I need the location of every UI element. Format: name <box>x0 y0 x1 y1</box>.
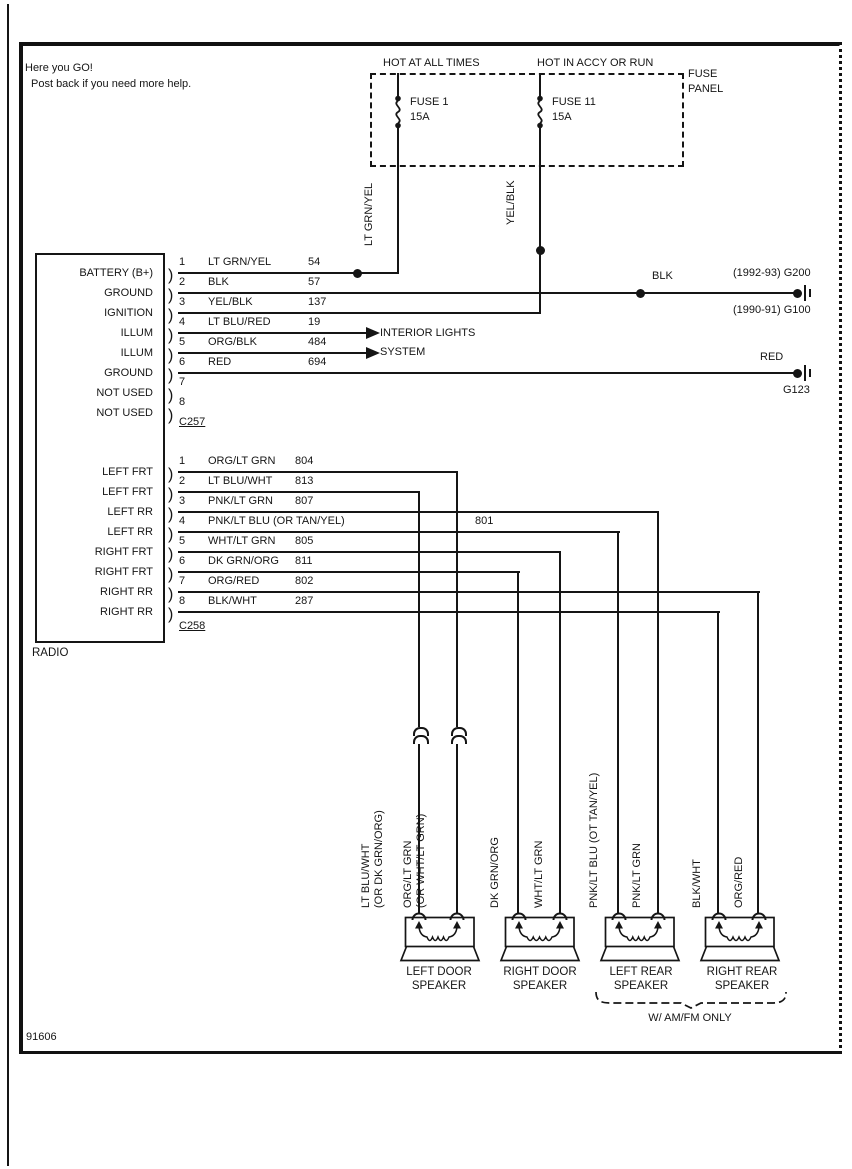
wire-line <box>456 471 458 727</box>
pin-wire-name: ORG/LT GRN <box>208 455 276 467</box>
speaker-wire-label-line1: ORG/LT GRN <box>402 840 414 908</box>
pin-socket: ) <box>168 586 174 603</box>
pin-socket: ) <box>168 606 174 623</box>
pin-number: 6 <box>179 356 186 368</box>
wire-line <box>717 611 719 913</box>
pin-circuit-number: 19 <box>308 316 321 328</box>
speaker-wire-label <box>360 810 386 908</box>
speaker-wire-label-line1: ORG/RED <box>733 856 745 908</box>
amfm-note: W/ AM/FM ONLY <box>648 1012 732 1024</box>
wire-line <box>178 272 399 274</box>
wire-label-yel-blk: YEL/BLK <box>505 180 517 225</box>
ground-icon <box>804 285 806 301</box>
radio-label: RADIO <box>32 647 69 659</box>
pin-wire-name: YEL/BLK <box>208 296 253 308</box>
pin-circuit-number: 287 <box>295 595 314 607</box>
wire-line <box>178 611 720 613</box>
speaker-wire-label-line1: PNK/LT GRN <box>631 843 643 908</box>
pin-function-label: ILLUM <box>120 347 153 359</box>
connector-id-c257: C257 <box>179 416 206 428</box>
fuse-panel-title-line2: PANEL <box>688 83 724 95</box>
pin-socket: ) <box>168 546 174 563</box>
pin-wire-name: LT BLU/RED <box>208 316 271 328</box>
wire-line <box>517 571 519 913</box>
pin-number: 7 <box>179 575 186 587</box>
pin-function-label: RIGHT RR <box>100 606 153 618</box>
pin-number: 1 <box>179 256 186 268</box>
wire-line <box>178 571 520 573</box>
speaker-icon <box>500 913 580 963</box>
pin-function-label: GROUND <box>104 367 153 379</box>
pin-number: 1 <box>179 455 186 467</box>
connector-id-c258: C258 <box>179 620 206 632</box>
pin-number: 5 <box>179 336 186 348</box>
speaker-wire-label-line2: (OR DK GRN/ORG) <box>373 810 385 908</box>
pin-number: 5 <box>179 535 186 547</box>
pin-function-label: LEFT RR <box>107 506 153 518</box>
wire-line <box>178 491 420 493</box>
speaker-wire-label <box>533 841 546 908</box>
wire-line <box>397 73 399 97</box>
pin-socket: ) <box>168 327 174 344</box>
pin-circuit-number: 57 <box>308 276 321 288</box>
pin-function-label: NOT USED <box>96 407 153 419</box>
speaker-wire-label <box>402 814 428 908</box>
wire-line <box>178 312 541 314</box>
wire-break-icon <box>451 735 467 744</box>
pin-socket: ) <box>168 307 174 324</box>
pin-wire-name: BLK <box>208 276 229 288</box>
speaker-wire-label <box>588 773 601 908</box>
wire-line <box>178 531 620 533</box>
wire-line <box>178 591 760 593</box>
wire-line <box>539 73 541 97</box>
pin-number: 2 <box>179 276 186 288</box>
fuse-symbol <box>530 95 550 129</box>
pin-socket: ) <box>168 566 174 583</box>
pin-function-label: ILLUM <box>120 327 153 339</box>
fuse11-name: FUSE 11 <box>552 96 596 108</box>
pin-number: 3 <box>179 296 186 308</box>
feed-label-hot-in-accy: HOT IN ACCY OR RUN <box>537 57 654 69</box>
pin-function-label: LEFT RR <box>107 526 153 538</box>
wire-line <box>757 591 759 913</box>
speaker-wire-label-line1: LT BLU/WHT <box>360 843 372 908</box>
pin-socket: ) <box>168 466 174 483</box>
pin-wire-name: PNK/LT GRN <box>208 495 273 507</box>
wire-line <box>617 531 619 913</box>
pin-wire-name: ORG/BLK <box>208 336 257 348</box>
ground-icon <box>804 365 806 381</box>
wire-line <box>178 292 798 294</box>
pin-wire-name: BLK/WHT <box>208 595 257 607</box>
wire-label-blk: BLK <box>652 270 673 282</box>
pin-number: 3 <box>179 495 186 507</box>
speaker-name-line2: SPEAKER <box>613 980 669 992</box>
pin-wire-name: DK GRN/ORG <box>208 555 279 567</box>
pin-socket: ) <box>168 367 174 384</box>
pin-circuit-number: 137 <box>308 296 327 308</box>
wire-line <box>178 372 798 374</box>
pin-wire-name: LT GRN/YEL <box>208 256 272 268</box>
speaker-wire-label <box>489 837 502 908</box>
pin-circuit-number: 811 <box>295 555 313 567</box>
pin-circuit-number: 801 <box>475 515 494 527</box>
pin-function-label: GROUND <box>104 287 153 299</box>
wire-line <box>456 741 458 913</box>
speaker-wire-label-line1: WHT/LT GRN <box>533 840 545 908</box>
speaker-name-line1: RIGHT DOOR <box>503 966 577 978</box>
speaker-wire-label <box>733 857 746 908</box>
pin-socket: ) <box>168 526 174 543</box>
wire-line <box>418 491 420 727</box>
pin-socket: ) <box>168 387 174 404</box>
pin-function-label: IGNITION <box>104 307 153 319</box>
ground-icon <box>793 369 802 378</box>
note-line1: Here you GO! <box>25 62 93 74</box>
speaker-name-line1: LEFT REAR <box>609 966 673 978</box>
fuse-panel-title-line1: FUSE <box>688 68 718 80</box>
ground-icon <box>793 289 802 298</box>
speaker-name-line1: LEFT DOOR <box>406 966 472 978</box>
arrow-right-icon <box>366 327 380 339</box>
speaker-name-line2: SPEAKER <box>512 980 568 992</box>
pin-socket: ) <box>168 287 174 304</box>
ground-label-g123: G123 <box>783 384 810 396</box>
wire-line <box>539 127 541 313</box>
pin-number: 6 <box>179 555 186 567</box>
junction-dot <box>636 289 645 298</box>
pin-number: 4 <box>179 316 186 328</box>
pin-circuit-number: 807 <box>295 495 314 507</box>
pin-circuit-number: 813 <box>295 475 314 487</box>
pin-socket: ) <box>168 486 174 503</box>
wire-line <box>559 551 561 913</box>
wire-break-icon <box>413 735 429 744</box>
speaker-icon <box>600 913 680 963</box>
fuse11-rating: 15A <box>552 111 572 123</box>
pin-socket: ) <box>168 347 174 364</box>
speaker-wire-label-line2: (OR WHT/LT GRN) <box>415 813 427 908</box>
wire-line <box>178 471 458 473</box>
pin-circuit-number: 694 <box>308 356 327 368</box>
ground-label-g200: (1992-93) G200 <box>733 267 811 279</box>
speaker-name-line2: SPEAKER <box>714 980 770 992</box>
arrow-right-icon <box>366 347 380 359</box>
interior-lights-line1: INTERIOR LIGHTS <box>380 327 476 339</box>
pin-wire-name: PNK/LT BLU (OR TAN/YEL) <box>208 515 345 527</box>
pin-circuit-number: 484 <box>308 336 327 348</box>
interior-lights-line2: SYSTEM <box>380 346 426 358</box>
ground-icon <box>809 289 811 297</box>
doc-number: 91606 <box>26 1031 57 1043</box>
speaker-icon <box>700 913 780 963</box>
pin-function-label: RIGHT FRT <box>94 546 153 558</box>
wire-label-red: RED <box>760 351 784 363</box>
wire-line <box>178 352 367 354</box>
speaker-wire-label-line1: DK GRN/ORG <box>489 837 501 908</box>
pin-function-label: RIGHT RR <box>100 586 153 598</box>
wire-line <box>178 551 561 553</box>
wire-line <box>178 332 367 334</box>
pin-circuit-number: 54 <box>308 256 321 268</box>
note-line2: Post back if you need more help. <box>31 78 192 90</box>
fuse1-rating: 15A <box>410 111 430 123</box>
pin-function-label: NOT USED <box>96 387 153 399</box>
pin-wire-name: WHT/LT GRN <box>208 535 276 547</box>
pin-number: 4 <box>179 515 186 527</box>
speaker-wire-label-line1: BLK/WHT <box>691 859 703 908</box>
speaker-name-line2: SPEAKER <box>411 980 467 992</box>
speaker-wire-label <box>691 859 704 908</box>
pin-function-label: RIGHT FRT <box>94 566 153 578</box>
ground-label-g100: (1990-91) G100 <box>733 304 811 316</box>
wire-line <box>657 511 659 913</box>
pin-socket: ) <box>168 267 174 284</box>
pin-wire-name: ORG/RED <box>208 575 260 587</box>
junction-dot <box>353 269 362 278</box>
ground-icon <box>809 369 811 377</box>
pin-socket: ) <box>168 407 174 424</box>
speaker-icon <box>400 913 480 963</box>
junction-dot <box>536 246 545 255</box>
pin-number: 8 <box>179 595 186 607</box>
pin-wire-name: RED <box>208 356 232 368</box>
feed-label-hot-at-all-times: HOT AT ALL TIMES <box>383 57 480 69</box>
speaker-wire-label-line1: PNK/LT BLU (OT TAN/YEL) <box>588 772 600 908</box>
wire-label-lt-grn-yel: LT GRN/YEL <box>363 182 375 246</box>
pin-circuit-number: 804 <box>295 455 314 467</box>
pin-number: 2 <box>179 475 186 487</box>
pin-circuit-number: 805 <box>295 535 314 547</box>
amfm-brace <box>593 991 789 1009</box>
pin-function-label: LEFT FRT <box>102 466 153 478</box>
fuse-symbol <box>388 95 408 129</box>
pin-number: 7 <box>179 376 186 388</box>
speaker-name-line1: RIGHT REAR <box>706 966 778 978</box>
fuse1-name: FUSE 1 <box>410 96 449 108</box>
pin-function-label: LEFT FRT <box>102 486 153 498</box>
pin-wire-name: LT BLU/WHT <box>208 475 273 487</box>
wire-line <box>397 127 399 273</box>
speaker-wire-label <box>631 843 644 908</box>
pin-circuit-number: 802 <box>295 575 314 587</box>
pin-socket: ) <box>168 506 174 523</box>
page-edge-line <box>7 4 9 1166</box>
pin-function-label: BATTERY (B+) <box>79 267 153 279</box>
pin-number: 8 <box>179 396 186 408</box>
